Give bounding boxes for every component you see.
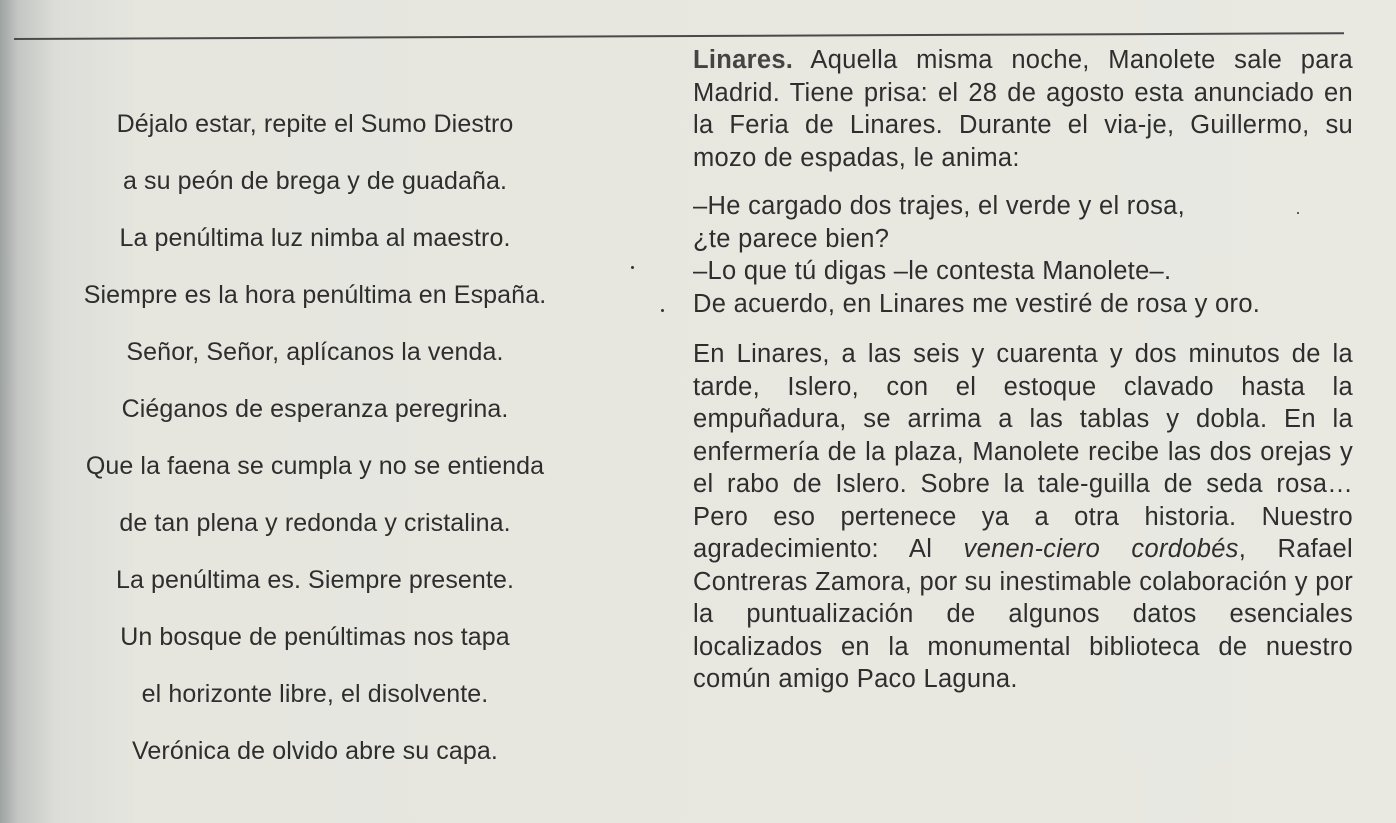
dialogue-line: De acuerdo, en Linares me vestiré de rosa y oro. [693,289,1261,318]
intro-paragraph [693,44,1353,174]
intro-text: Aquella misma noche, Manolete sale para Madrid. Tiene prisa: el 28 de agosto esta anunciado en la Feria de Linares. Durante el via-je, Guillermo, su mozo de espadas, le anima: [693,46,1353,172]
dialogue-block [693,190,1353,320]
poem-line: La penúltima es. Siempre presente. [115,566,515,594]
lead-word: Linares. [693,46,794,74]
poem-line: a su peón de brega y de guadaña. [122,167,508,195]
dialogue-line: –He cargado dos trajes, el verde y el rosa, [693,192,1185,220]
poem-line: Un bosque de penúltimas nos tapa [120,623,510,651]
print-speck [661,309,664,312]
poem-line: Siempre es la hora penúltima en España. [83,281,547,309]
poem-line: de tan plena y redonda y cristalina. [119,509,511,537]
poem-line: Verónica de olvido abre su capa. [132,737,498,765]
poem-line: Señor, Señor, aplícanos la venda. [126,338,504,366]
poem [30,96,600,780]
poem-line: Ciéganos de esperanza peregrina. [121,395,509,423]
poem-line: Que la faena se cumpla y no se entienda [85,452,545,480]
dialogue-line: –Lo que tú digas –le contesta Manolete–. [693,257,1172,285]
closing-paragraph [693,338,1353,696]
poem-line: La penúltima luz nimba al maestro. [119,224,511,252]
closing-text-a: En Linares, a las seis y cuarenta y dos minutos de la tarde, Islero, con el estoque clavado hasta la empuñadura, se arrima a las tablas y dobla. En la enfermería de la plaza, Manolete recibe las dos orejas y el rabo de Islero. Sobre la tale-guilla de seda rosa… Pero eso pertenece ya a otra historia. Nuestro agradecimiento: Al [693,340,1353,563]
poem-line: Déjalo estar, repite el Sumo Diestro [116,110,514,138]
top-rule [14,32,1344,40]
print-speck [1297,212,1299,214]
poem-line: el horizonte libre, el disolvente. [141,680,489,708]
closing-italic: venen-ciero cordobés [963,535,1239,563]
prose-column [693,44,1353,696]
print-speck [631,266,634,269]
closing-text-b: , Rafael Contreras Zamora, por su inestimable colaboración y por la puntualización de algunos datos esenciales localizados en la monumental biblioteca de nuestro común amigo Paco Laguna. [693,535,1353,693]
dialogue-line: ¿te parece bien? [693,224,890,253]
